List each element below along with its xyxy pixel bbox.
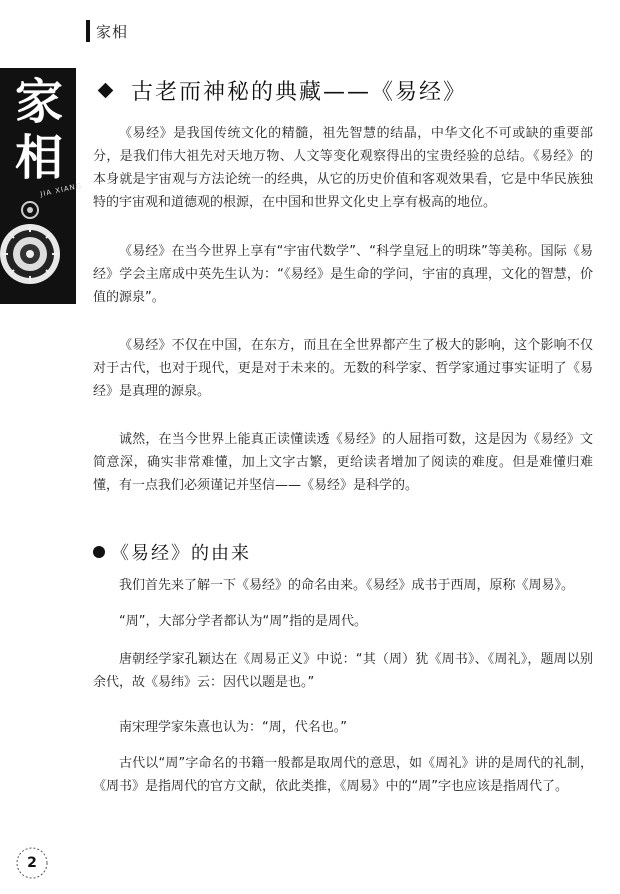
side-banner-char-1: 家 — [14, 74, 63, 130]
paragraph: 《易经》不仅在中国，在东方，而且在全世界都产生了极大的影响，这个影响不仅对于古代，也对于现代，更是对于未来的。无数的科学家、哲学家通过事实证明了《易经》是真理的源泉。 — [93, 338, 593, 399]
diamond-bullet-icon — [98, 82, 114, 98]
side-banner-latin: JIA XIANG — [39, 181, 83, 199]
circle-bullet-icon — [93, 546, 105, 558]
paragraph: 南宋理学家朱熹也认为：“周，代名也。” — [119, 720, 347, 735]
section-heading-text: 古老而神秘的典藏——《易经》 — [131, 79, 468, 105]
subsection-heading-text: 《易经》的由来 — [111, 543, 251, 564]
paragraph: 《易经》是我国传统文化的精髓，祖先智慧的结晶，中华文化不可或缺的重要部分，是我们伟大祖先对天地万物、人文等变化观察得出的宝贵经验的总结。《易经》的本身就是宇宙观与方法论统一的经典，从它的历史价值和客观效果看，它是中华民族独特的宇宙观和道德观的根源，在中国和世界文化史上享有极高的地位。 — [93, 126, 593, 210]
bagua-seal-icon — [0, 196, 76, 300]
page-number-badge — [14, 845, 50, 881]
section-heading — [96, 70, 467, 110]
page-number: 2 — [27, 855, 37, 871]
paragraph: 《易经》在当今世界上享有“宇宙代数学”、“科学皇冠上的明珠”等美称。国际《易经》学会主席成中英先生认为：“《易经》是生命的学问，宇宙的真理，文化的智慧，价值的源泉”。 — [93, 244, 593, 305]
paragraph: 古代以“周”字命名的书籍一般都是取周代的意思，如《周礼》讲的是周代的礼制，《周书》是指周代的官方文献，依此类推，《周易》中的“周”字也应该是指周代了。 — [93, 756, 593, 794]
side-banner-char-2: 相 — [14, 130, 63, 186]
running-header: 家相 — [96, 23, 129, 41]
paragraph: 诚然，在当今世界上能真正读懂读透《易经》的人屈指可数，这是因为《易经》文简意深，确实非常难懂，加上文字古繁，更给读者增加了阅读的难度。但是难懂归难懂，有一点我们必须谨记并坚信——《易经》是科学的。 — [93, 432, 593, 493]
paragraph: 我们首先来了解一下《易经》的命名由来。《易经》成书于西周，原称《周易》。 — [119, 578, 575, 593]
paragraph: 唐朝经学家孔颖达在《周易正义》中说：“其（周）犹《周书》、《周礼》，题周以别余代，故《易纬》云：因代以题是也。” — [93, 652, 593, 690]
paragraph: “周”，大部分学者都认为“周”指的是周代。 — [119, 614, 367, 629]
header-bar — [86, 20, 90, 42]
subsection-heading — [93, 538, 251, 566]
